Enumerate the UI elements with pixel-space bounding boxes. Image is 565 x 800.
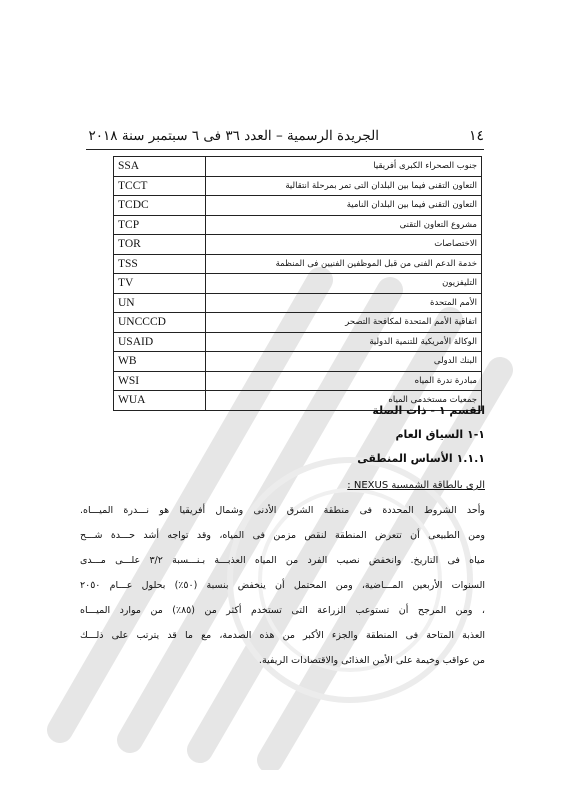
table-row (114, 215, 482, 235)
abbr-code: SSA (114, 157, 206, 177)
abbr-meaning: البنك الدولى (206, 352, 482, 372)
abbr-meaning: مشروع التعاون التقنى (206, 215, 482, 235)
table-row (114, 313, 482, 333)
paragraph-line: مياه فى التاريخ. وانخفض نصيب الفرد من المياه العذبـــة بـنـــسبة ٣/٢ علـــى مـــدى (80, 555, 486, 566)
table-row (114, 196, 482, 216)
abbr-code: TV (114, 274, 206, 294)
table-row (114, 235, 482, 255)
abbr-meaning: اتفاقية الأمم المتحدة لمكافحة التصحر (206, 313, 482, 333)
abbr-code: TCP (114, 215, 206, 235)
section-heading: القسم ١ - ذات الصلة (372, 404, 485, 417)
subsection-heading: ١-١ السياق العام (395, 428, 485, 441)
abbr-code: USAID (114, 332, 206, 352)
table-row (114, 332, 482, 352)
nexus-heading: الرى بالطاقة الشمسية NEXUS : (347, 480, 485, 491)
paragraph-line: من عواقب وخيمة على الأمن الغذائى والاقتصادات الريفية. (258, 655, 485, 666)
abbr-meaning: مبادرة ندرة المياه (206, 371, 482, 391)
abbr-meaning: التعاون التقنى فيما بين البلدان النامية (206, 196, 482, 216)
page-number: ١٤ (468, 128, 484, 144)
paragraph-line: العذبة المتاحة فى المنطقة والجزء الأكبر من هذه الصدمة، مع ما قد يترتب على ذلـــك (80, 630, 485, 641)
abbr-meaning: الوكالة الأمريكية للتنمية الدولية (206, 332, 482, 352)
table-row (114, 352, 482, 372)
abbr-meaning: التليفزيون (206, 274, 482, 294)
abbr-meaning: خدمة الدعم الفنى من قبل الموظفين الفنيين فى المنظمة (206, 254, 482, 274)
abbreviations-table (113, 156, 482, 411)
abbr-code: TCCT (114, 176, 206, 196)
abbr-meaning: جنوب الصحراء الكبرى أفريقيا (206, 157, 482, 177)
abbr-code: WB (114, 352, 206, 372)
abbr-code: UNCCCD (114, 313, 206, 333)
subsubsection-heading: ١.١.١ الأساس المنطقى (357, 452, 485, 465)
table-row (114, 254, 482, 274)
paragraph-line: ومن الطبيعى أن تتعرض المنطقة لنقص مزمن فى المياه، وقد تواجه أشد حـــدة شـــح (80, 530, 485, 541)
table-row (114, 157, 482, 177)
page-header (86, 127, 484, 150)
abbr-meaning: التعاون التقنى فيما بين البلدان التى تمر بمرحلة انتقالية (206, 176, 482, 196)
gazette-title: الجريدة الرسمية – العدد ٣٦ فى ٦ سبتمبر سنة ٢٠١٨ (88, 128, 379, 144)
table-row (114, 293, 482, 313)
paragraph-line: ، ومن المرجح أن تستوعب الزراعة التى تستخدم أكثر من (٨٥٪) من موارد الميـــاه (80, 605, 485, 616)
abbr-code: TOR (114, 235, 206, 255)
abbr-code: TSS (114, 254, 206, 274)
paragraph-line: وأحد الشروط المحددة فى منطقة الشرق الأدنى وشمال أفريقيا هو نـــدرة الميـــاه. (80, 505, 485, 516)
abbr-code: TCDC (114, 196, 206, 216)
abbr-code: WSI (114, 371, 206, 391)
abbr-meaning: الأمم المتحدة (206, 293, 482, 313)
paragraph-line: السنوات الأربعين المـــاضية، ومن المحتمل أن ينخفض بنسبة (٥٠٪) بحلول عـــام ٢٠٥٠ (80, 580, 485, 591)
table-row (114, 371, 482, 391)
abbr-code: WUA (114, 391, 206, 411)
table-row (114, 274, 482, 294)
table-row (114, 176, 482, 196)
abbr-code: UN (114, 293, 206, 313)
abbr-meaning: جمعيات مستخدمى المياه (206, 391, 482, 411)
abbr-meaning: الاختصاصات (206, 235, 482, 255)
